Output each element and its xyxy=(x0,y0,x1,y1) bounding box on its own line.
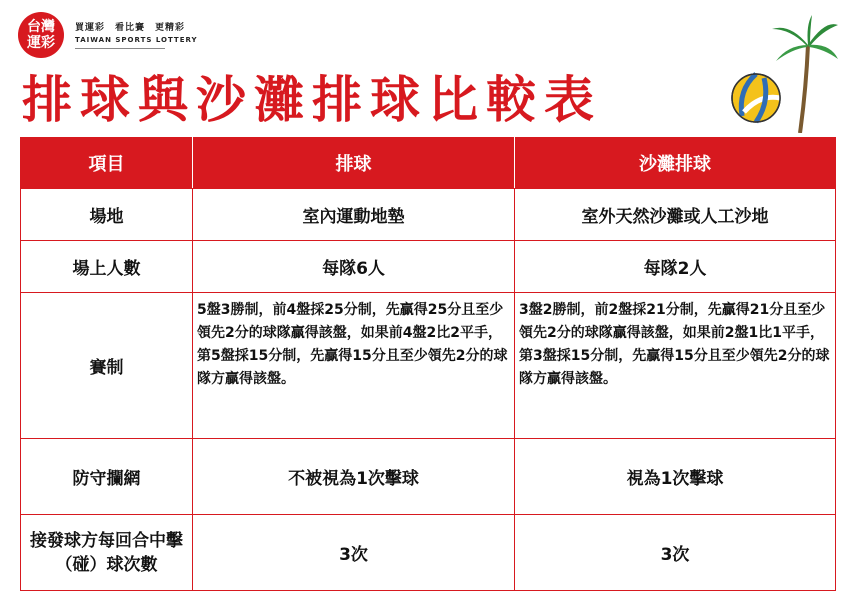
table-row xyxy=(21,515,836,591)
table-row xyxy=(21,189,836,241)
beach-value: 每隊2人 xyxy=(515,241,836,293)
page-title: 排球與沙灘排球比較表 xyxy=(22,71,602,129)
logo-divider xyxy=(75,48,165,49)
row-label: 場地 xyxy=(21,189,193,241)
indoor-value: 3次 xyxy=(193,515,515,591)
logo-text-line2: 運彩 xyxy=(27,35,55,51)
header-item: 項目 xyxy=(21,138,193,189)
header-indoor-volleyball: 排球 xyxy=(193,138,515,189)
indoor-value: 不被視為1次擊球 xyxy=(193,439,515,515)
beach-value: 視為1次擊球 xyxy=(515,439,836,515)
row-label: 賽制 xyxy=(21,293,193,439)
row-label: 場上人數 xyxy=(21,241,193,293)
row-label: 防守攔網 xyxy=(21,439,193,515)
logo-slogan: 買運彩 看比賽 更精彩 xyxy=(75,23,186,33)
beach-value: 3盤2勝制，前2盤採21分制，先贏得21分且至少領先2分的球隊贏得該盤，如果前2盤1比1平手，第3盤採15分制，先贏得15分且至少領先2分的球隊方贏得該盤。 xyxy=(515,293,836,439)
header-beach-volleyball: 沙灘排球 xyxy=(515,138,836,189)
table-row xyxy=(21,439,836,515)
beach-value: 3次 xyxy=(515,515,836,591)
table-row xyxy=(21,241,836,293)
table-row xyxy=(21,293,836,439)
logo-brand-name: TAIWAN SPORTS LOTTERY xyxy=(75,36,198,44)
table-header-row xyxy=(21,138,836,189)
row-label: 接發球方每回合中擊（碰）球次數 xyxy=(21,515,193,591)
indoor-value: 5盤3勝制，前4盤採25分制，先贏得25分且至少領先2分的球隊贏得該盤，如果前4盤2比2平手，第5盤採15分制，先贏得15分且至少領先2分的球隊方贏得該盤。 xyxy=(193,293,515,439)
logo-text-line1: 台灣 xyxy=(27,19,55,35)
indoor-value: 每隊6人 xyxy=(193,241,515,293)
taiwan-sports-lottery-logo xyxy=(18,12,64,58)
beach-value: 室外天然沙灘或人工沙地 xyxy=(515,189,836,241)
comparison-table xyxy=(20,137,836,591)
volleyball-icon xyxy=(730,72,782,124)
indoor-value: 室內運動地墊 xyxy=(193,189,515,241)
